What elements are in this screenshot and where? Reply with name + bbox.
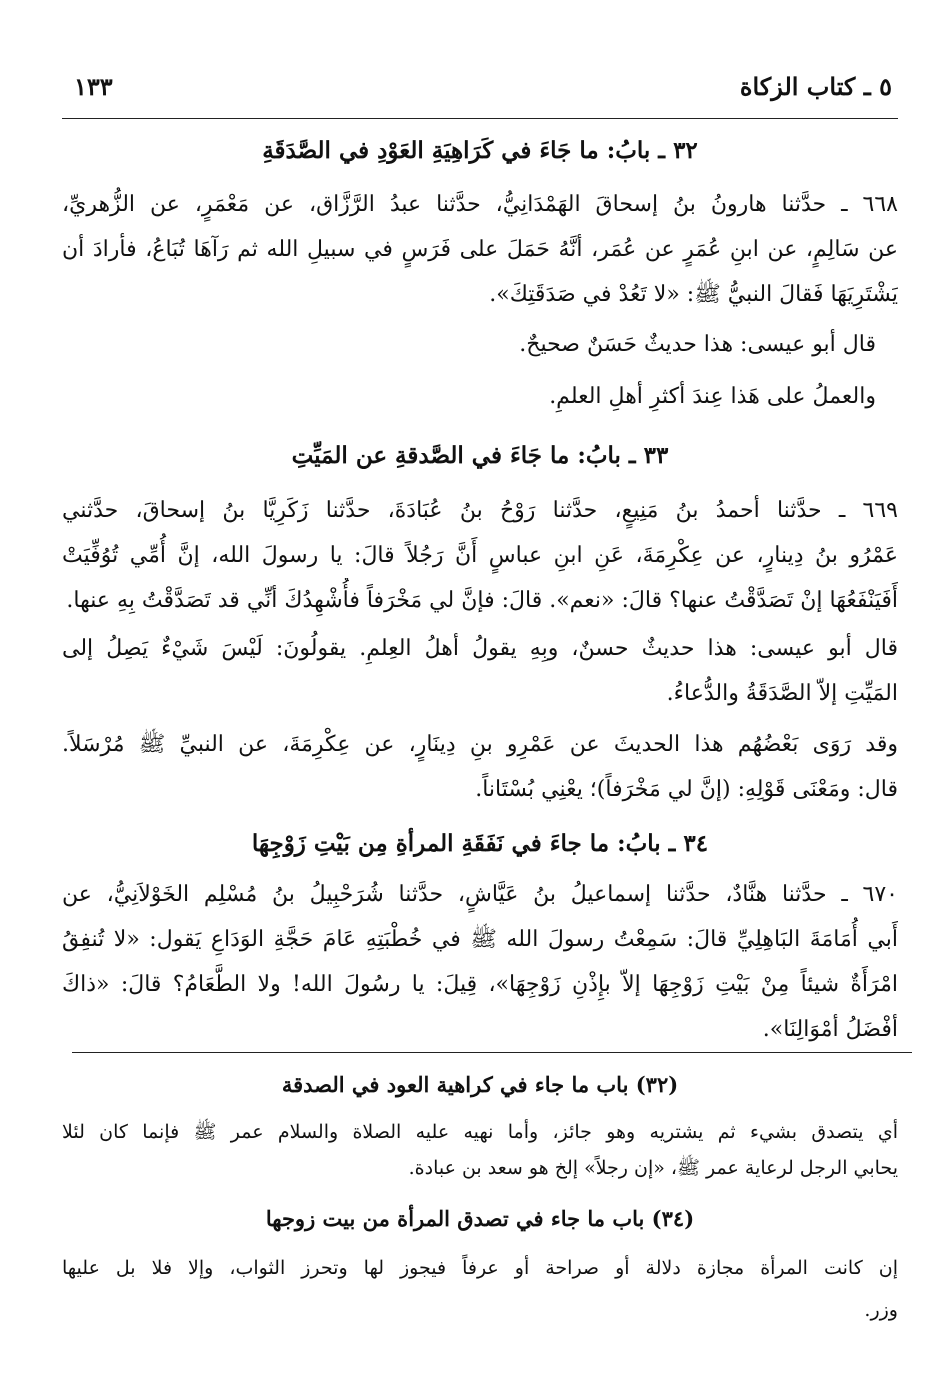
chapter-heading-32: ٣٢ ـ بابُ: ما جَاءَ في كَرَاهِيَةِ العَوْدِ في الصَّدَقَةِ <box>262 137 698 164</box>
text-line: وقد رَوَى بَعْضُهُم هذا الحديثَ عن عَمْرِو بنِ دِينَارٍ، عن عِكْرِمَةَ، عن النبيِّ ﷺ مُرْسَلاً. <box>62 732 898 757</box>
book-page <box>62 0 898 1386</box>
text-line: يحابي الرجل لرعاية عمر ﷺ، «إن رجلاً» إلخ هو سعد بن عبادة. <box>408 1157 898 1179</box>
hadith-670 <box>62 872 898 1052</box>
comment-668-grade <box>62 322 876 367</box>
chapter-heading-33: ٣٣ ـ بابُ: ما جَاءَ في الصَّدقةِ عن المَيِّتِ <box>291 442 669 469</box>
text-line: إن كانت المرأة مجازة دلالة أو صراحة أو عرفاً فيجوز لها وتحرز الثواب، وإلا فلا بل عليها <box>62 1257 898 1279</box>
hadith-668 <box>62 182 898 317</box>
header-rule <box>62 118 898 119</box>
text-line: قال أبو عيسى: هذا حديثٌ حسنٌ، وبِهِ يقولُ أهلُ العِلمِ. يقولُونَ: لَيْسَ شَيْءٌ يَصِلُ إلى <box>62 636 898 661</box>
running-header <box>62 66 898 110</box>
text-line: أَبي أُمَامَةَ البَاهِلِيِّ قالَ: سَمِعْتُ رسولَ الله ﷺ في خُطْبَتِهِ عَامَ حَجَّةِ الوَدَاعِ يَقول: «لا تُنفِقُ <box>62 927 898 952</box>
text-line: وزر. <box>864 1299 898 1321</box>
footnote-heading-32: (٣٢) باب ما جاء في كراهية العود في الصدقة <box>281 1072 679 1097</box>
text-line: عن سَالِمٍ، عن ابنِ عُمَرٍ عن عُمَر، أنَّهُ حَمَلَ على فَرَسٍ في سبيلِ الله ثم رَآهَا تُبَاعُ، فأرادَ أن <box>62 237 898 262</box>
text-line: ٦٦٨ ـ حدَّثنا هارونُ بنُ إسحاقَ الهَمْدَانِيُّ، حدَّثنا عبدُ الرَّزَّاق، عن مَعْمَرٍ، عن الزُّهريِّ، <box>62 192 898 217</box>
footnote-rule <box>72 1052 912 1053</box>
text-line: أَفَيَنْفَعُهَا إنْ تَصَدَّقْتُ عنها؟ قالَ: «نعم». قالَ: فإنَّ لي مَخْرَفاً فأُشْهِدُكَ أنِّي قد تَصَدَّقْتُ بِهِ عنها. <box>66 588 898 613</box>
text-line: ٦٦٩ ـ حدَّثنا أحمدُ بنُ مَنِيعٍ، حدَّثنا رَوْحُ بنُ عُبَادَةَ، حدَّثنا زَكَرِيَّا بنُ إسحاقَ، حدَّثني <box>62 498 898 523</box>
text-line: ٦٧٠ ـ حدَّثنا هنَّادٌ، حدَّثنا إسماعيلُ بنُ عَيَّاشٍ، حدَّثنا شُرَحْبِيلُ بنُ مُسْلِم الخَوْلاَنِيُّ، عن <box>62 882 898 907</box>
footnote-32-text <box>62 1114 898 1186</box>
text-line: المَيِّتِ إلاّ الصَّدَقَةُ والدُّعاءُ. <box>666 681 898 706</box>
text-line: يَشْتَرِيَهَا فَقالَ النبيُّ ﷺ: «لا تَعُدْ في صَدَقَتِكَ». <box>489 282 898 307</box>
text-line: أفْضَلُ أمْوَالِنَا». <box>762 1017 898 1042</box>
text-line: عَمْرُو بنُ دِينارٍ، عن عِكْرِمَةَ، عَنِ ابنِ عباسٍ أَنَّ رَجُلاً قالَ: يا رسولَ الله، إنَّ أُمِّي تُوُفِّيَتْ <box>62 543 898 568</box>
text-line: والعملُ على هَذا عِندَ أكثرِ أهلِ العلمِ. <box>549 384 876 409</box>
chapter-title: ٥ ـ كتاب الزكاة <box>739 72 892 101</box>
text-line: قال: ومَعْنَى قَوْلِهِ: (إنَّ لي مَخْرَفاً)؛ يعْنِي بُسْتَاناً. <box>475 777 898 802</box>
comment-669-grade <box>62 626 898 716</box>
comment-669-mursal <box>62 722 898 812</box>
text-line: امْرَأَةٌ شيئاً مِنْ بَيْتِ زَوْجِهَا إلاّ بإِذْنِ زَوْجِهَا»، قِيلَ: يا رسُولَ الله! ولا الطَّعَامُ؟ قالَ: «ذاكَ <box>62 972 898 997</box>
footnote-heading-34: (٣٤) باب ما جاء في تصدق المرأة من بيت زوجها <box>265 1206 695 1231</box>
hadith-669 <box>62 488 898 623</box>
comment-668-practice <box>62 374 876 419</box>
chapter-heading-34: ٣٤ ـ بابُ: ما جاءَ في نَفَقَةِ المرأةِ مِن بَيْتِ زَوْجِهَا <box>251 830 709 857</box>
page-number: ١٣٣ <box>74 72 113 101</box>
text-line: أي يتصدق بشيء ثم يشتريه وهو جائز، وأما نهيه عليه الصلاة والسلام عمر ﷺ فإنما كان لئلا <box>62 1121 898 1143</box>
text-line: قال أبو عيسى: هذا حديثٌ حَسَنٌ صحيحٌ. <box>519 332 876 357</box>
footnote-34-text <box>62 1250 898 1328</box>
